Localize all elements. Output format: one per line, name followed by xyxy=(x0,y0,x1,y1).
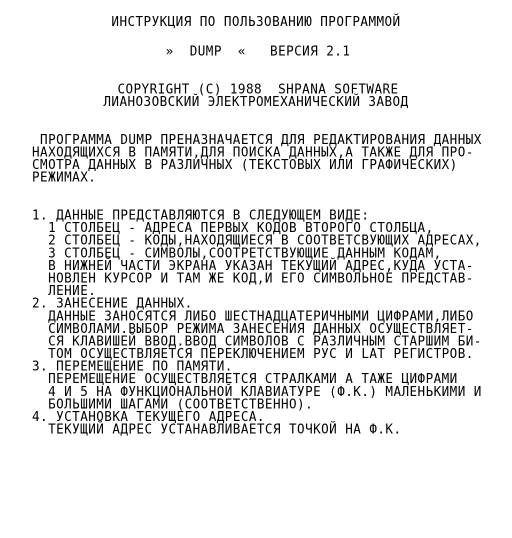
copyright-line: COPYRIGHT (C) 1988 SHPANA SOFTWARE xyxy=(117,80,399,97)
section-heading: 1. ДАННЫЕ ПРЕДСТАВЛЯЮТСЯ В СЛЕДУЮЩЕМ ВИДЕ: xyxy=(32,206,370,223)
section-line: 4 И 5 НА ФУНКЦИОНАЛЬНОЙ КЛАВИАТУРЕ (Ф.К.) МАЛЕНЬКИМИ И xyxy=(32,383,482,399)
section-line: ДАННЫЕ ЗАНОСЯТСЯ ЛИБО ШЕСТНАДЦАТЕРИЧНЫМИ ЦИФРАМИ,ЛИБО xyxy=(32,307,474,324)
section-line: ТЕКУЩИЙ АДРЕС УСТАНАВЛИВАЕТСЯ ТОЧКОЙ НА Ф.К. xyxy=(32,421,402,437)
intro-line: СМОТРА ДАННЫХ В РАЗЛИЧНЫХ (ТЕКСТОВЫХ ИЛИ ГРАФИЧЕСКИХ) xyxy=(32,156,458,173)
program-version-line: » DUMP « ВЕРСИЯ 2.1 xyxy=(165,43,351,59)
section-line: 3 СТОЛБЕЦ - СИМВОЛЫ,СООТРЕТСТВУЮЩИЕ ДАННЫМ КОДАМ, xyxy=(32,244,442,261)
section-line: 2 СТОЛБЕЦ - КОДЫ,НАХОДЯЩИЕСЯ В СООТВЕТСВУЮЩИХ АДРЕСАХ, xyxy=(32,232,482,248)
section-line: БОЛЬШИМИ ШАГАМИ (СООТВЕТСТВЕННО). xyxy=(32,395,314,412)
section-line: ТОМ ОСУЩЕСТВЛЯЕТСЯ ПЕРЕКЛЮЧЕНИЕМ РУС И LAT РЕГИСТРОВ. xyxy=(32,345,474,362)
intro-line: ПРОГРАММА DUMP ПРЕНАЗНАЧАЕТСЯ ДЛЯ РЕДАКТИРОВАНИЯ ДАННЫХ xyxy=(32,131,482,147)
intro-line: РЕЖИМАХ. xyxy=(32,169,97,185)
section-heading: 2. ЗАНЕСЕНИЕ ДАННЫХ. xyxy=(32,295,193,311)
section-heading: 3. ПЕРЕМЕЩЕНИЕ ПО ПАМЯТИ. xyxy=(32,358,233,374)
section-line: ПЕРЕМЕЩЕНИЕ ОСУЩЕСТВЛЯЕТСЯ СТРАЛКАМИ А ТАЖЕ ЦИФРАМИ xyxy=(32,370,458,387)
section-line: В НИЖНЕЙ ЧАСТИ ЭКРАНА УКАЗАН ТЕКУЩИЙ АДРЕС,КУДА УСТА- xyxy=(32,257,474,273)
organization-line: ЛИАНОЗОВСКИЙ ЭЛЕКТРОМЕХАНИЧЕСКИЙ ЗАВОД xyxy=(103,93,409,110)
section-line: ЛЕНИЕ. xyxy=(32,282,97,299)
instructions-title: ИНСТРУКЦИЯ ПО ПОЛЬЗОВАНИЮ ПРОГРАММОЙ xyxy=(111,13,401,30)
section-heading: 4. УСТАНОВКА ТЕКУЩЕГО АДРЕСА. xyxy=(32,408,265,425)
intro-line: НАХОДЯЩИХСЯ В ПАМЯТИ,ДЛЯ ПОИСКА ДАННЫХ,А ТАКЖЕ ДЛЯ ПРО- xyxy=(32,143,474,160)
section-line: СИМВОЛАМИ.ВЫБОР РЕЖИМА ЗАНЕСЕНИЯ ДАННЫХ ОСУЩЕСТВЛЯЕТ- xyxy=(32,320,474,336)
section-line: НОВЛЕН КУРСОР И ТАМ ЖЕ КОД,И ЕГО СИМВОЛЬНОЕ ПРЕДСТАВ- xyxy=(32,269,474,286)
section-line: СЯ КЛАВИШЕЙ ВВОД.ВВОД СИМВОЛОВ С РАЗЛИЧНЫМ СТАРШИМ БИ- xyxy=(32,332,482,349)
section-line: 1 СТОЛБЕЦ - АДРЕСА ПЕРВЫХ КОДОВ ВТОРОГО СТОЛБЦА, xyxy=(32,219,434,236)
